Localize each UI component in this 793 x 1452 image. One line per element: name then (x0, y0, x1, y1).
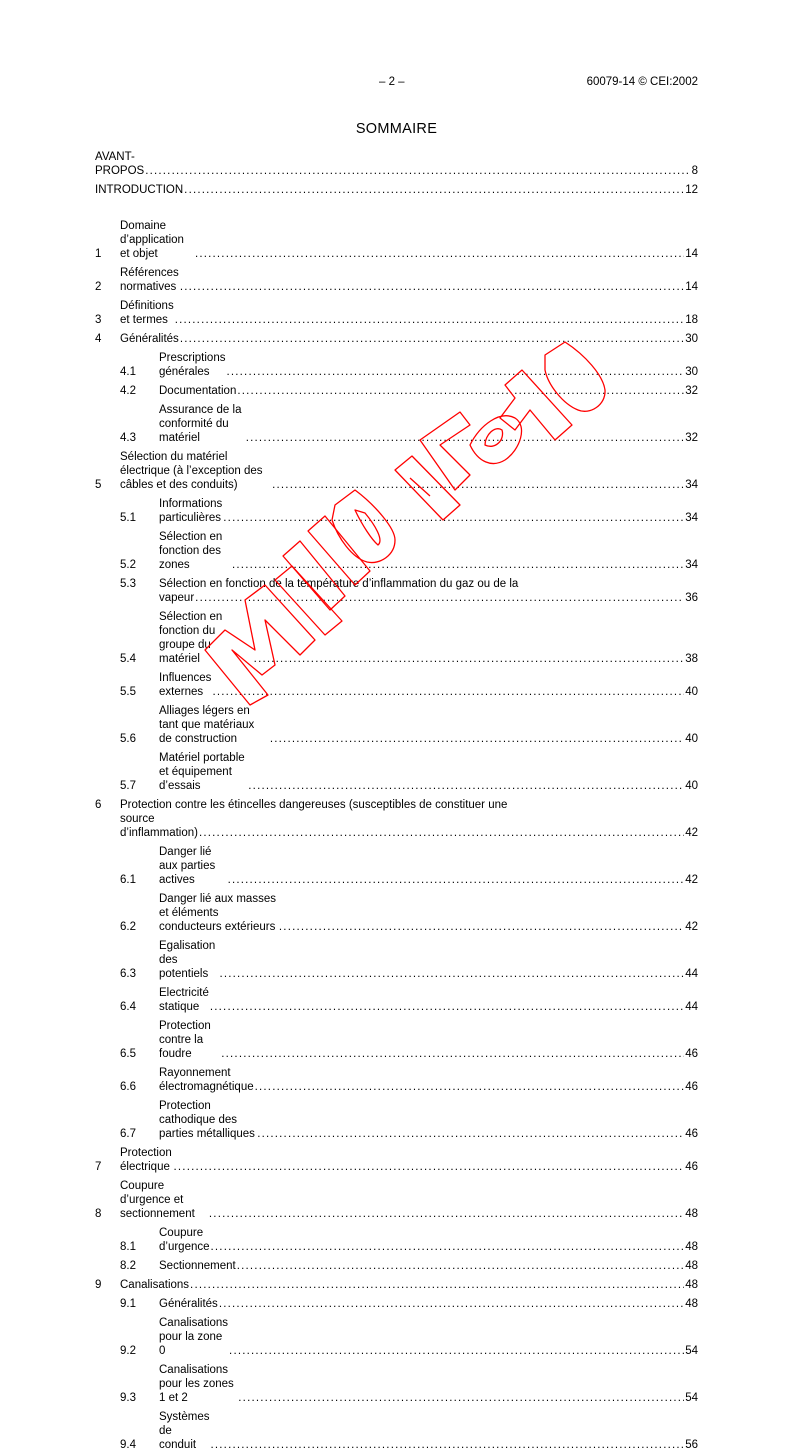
leader-dots (212, 685, 684, 699)
toc-subentry[interactable] (95, 497, 698, 525)
toc-entry-label: Généralités (159, 1298, 218, 1310)
toc-entry-number: 2 (95, 281, 102, 293)
toc-entry-label: Coupure d’urgence et sectionnement (120, 1180, 195, 1220)
toc-entry-page: 40 (685, 733, 698, 745)
toc-entry-label: Définitions et termes (120, 300, 174, 326)
toc-entry-page: 30 (685, 366, 698, 378)
toc-entry-label: Danger lié aux parties actives (159, 846, 216, 886)
toc-entry-label: Influences externes (159, 672, 212, 698)
toc-entry-label: Canalisations (120, 1279, 190, 1291)
toc-entry-label: INTRODUCTION (95, 184, 184, 196)
page-header (95, 76, 698, 92)
page-number: – 2 – (379, 76, 405, 88)
toc-entry-label: Assurance de la conformité du matériel (159, 404, 242, 444)
toc-entry-label: AVANT-PROPOS (95, 151, 145, 177)
toc-entry-page: 54 (685, 1345, 698, 1357)
toc-subentry[interactable] (95, 845, 698, 887)
toc-entry-label: Rayonnement électromagnétique (159, 1067, 254, 1093)
leader-dots (254, 652, 685, 666)
toc-entry-page: 46 (685, 1081, 698, 1093)
toc-entry-number: 5.4 (120, 653, 136, 665)
toc-subentry[interactable] (95, 751, 698, 793)
leader-dots (145, 164, 690, 178)
toc-entry-label: Matériel portable et équipement d’essais (159, 752, 245, 792)
toc-entry-number: 6.5 (120, 1048, 136, 1060)
toc-entry-page: 42 (685, 827, 698, 839)
toc-entry-label: Protection contre les étincelles dangereuses (susceptibles de constituer une (120, 799, 508, 811)
leader-dots (190, 1278, 684, 1292)
toc-subentry[interactable] (95, 1316, 698, 1358)
toc-entry-page: 34 (685, 479, 698, 491)
toc-entry-label: Prescriptions générales (159, 352, 226, 378)
toc-entry-page: 46 (685, 1161, 698, 1173)
toc-entry-number: 6.7 (120, 1128, 136, 1140)
toc-subentry[interactable] (95, 704, 698, 746)
toc-entry-label: Coupure d’urgence (159, 1227, 210, 1253)
toc-entry-number: 8.1 (120, 1241, 136, 1253)
leader-dots (219, 967, 684, 981)
toc-entry-number: 8.2 (120, 1260, 136, 1272)
leader-dots (211, 1438, 685, 1452)
toc-entry-number: 4.1 (120, 366, 136, 378)
leader-dots (184, 183, 684, 197)
toc-subentry[interactable] (95, 939, 698, 981)
toc-entry-number: 9.2 (120, 1345, 136, 1357)
toc-entry-page: 48 (685, 1298, 698, 1310)
toc-subentry[interactable] (95, 1297, 698, 1311)
toc-subentry[interactable] (95, 384, 698, 398)
toc-entry-number: 4.3 (120, 432, 136, 444)
leader-dots (272, 478, 684, 492)
toc-entry[interactable] (95, 332, 698, 346)
leader-dots (180, 280, 684, 294)
toc-entry-page: 44 (685, 1001, 698, 1013)
toc-entry-number: 5.1 (120, 512, 136, 524)
toc-entry-number: 6.2 (120, 921, 136, 933)
leader-dots (195, 247, 684, 261)
toc-subentry[interactable] (95, 1410, 698, 1452)
toc-entry-page: 36 (685, 592, 698, 604)
leader-dots (195, 591, 684, 605)
toc-entry-page: 48 (685, 1241, 698, 1253)
toc-subentry[interactable] (95, 1226, 698, 1254)
toc-entry-number: 6.3 (120, 968, 136, 980)
toc-subentry[interactable] (95, 1099, 698, 1141)
toc-subentry[interactable] (95, 351, 698, 379)
leader-dots (237, 1259, 684, 1273)
leader-dots (238, 1391, 684, 1405)
toc-entry-number: 5.6 (120, 733, 136, 745)
toc-entry-label-continued: source d’inflammation) (120, 813, 198, 839)
toc-entry-page: 48 (685, 1260, 698, 1272)
toc-entry-number: 8 (95, 1208, 102, 1220)
toc-entry-label: Sectionnement (159, 1260, 236, 1272)
leader-dots (228, 873, 685, 887)
toc-entry-page: 48 (685, 1208, 698, 1220)
toc-entry-page: 56 (685, 1439, 698, 1451)
toc-entry-page: 40 (685, 780, 698, 792)
document-reference: 60079-14 © CEI:2002 (586, 76, 698, 88)
toc-entry-foreword[interactable] (95, 150, 698, 178)
toc-entry-number: 9.1 (120, 1298, 136, 1310)
leader-dots (199, 826, 684, 840)
toc-entry-label: Sélection en fonction des zones (159, 531, 223, 571)
toc-subentry[interactable] (95, 986, 698, 1014)
toc-entry-number: 4 (95, 333, 102, 345)
leader-dots (232, 558, 684, 572)
leader-dots (210, 1000, 684, 1014)
toc-entry-number: 1 (95, 248, 102, 260)
toc-subentry[interactable] (95, 892, 698, 934)
toc-entry-label: Domaine d’application et objet (120, 220, 184, 260)
toc-entry-label: Systèmes de conduit (159, 1411, 210, 1451)
toc-subentry[interactable] (95, 577, 698, 605)
leader-dots (223, 511, 684, 525)
toc-entry[interactable] (95, 450, 698, 492)
toc-entry-page: 32 (685, 385, 698, 397)
toc-entry-number: 4.2 (120, 385, 136, 397)
toc-entry-label: Informations particulières (159, 498, 223, 524)
toc-entry[interactable] (95, 266, 698, 294)
toc-entry-label: Egalisation des potentiels (159, 940, 216, 980)
toc-entry-label-continued: vapeur (159, 592, 195, 604)
toc-subentry[interactable] (95, 1363, 698, 1405)
leader-dots (221, 1047, 684, 1061)
toc-entry-number: 9 (95, 1279, 102, 1291)
toc-subentry[interactable] (95, 1019, 698, 1061)
toc-entry-page: 42 (685, 874, 698, 886)
toc-entry-page: 12 (685, 184, 698, 196)
toc-entry-label: Canalisations pour la zone 0 (159, 1317, 229, 1357)
toc-entry-introduction[interactable] (95, 183, 698, 197)
toc-entry-page: 8 (691, 165, 698, 177)
toc-entry-label: Canalisations pour les zones 1 et 2 (159, 1364, 234, 1404)
toc-entry-number: 5.5 (120, 686, 136, 698)
toc-subentry[interactable] (95, 671, 698, 699)
toc-entry-page: 40 (685, 686, 698, 698)
toc-title: SOMMAIRE (355, 121, 438, 137)
toc-entry-page: 34 (685, 512, 698, 524)
toc-entry-number: 5 (95, 479, 102, 491)
toc-entry-page: 44 (685, 968, 698, 980)
toc-entry[interactable] (95, 1146, 698, 1174)
toc-entry-number: 6.4 (120, 1001, 136, 1013)
leader-dots (180, 332, 684, 346)
leader-dots (226, 365, 684, 379)
leader-dots (219, 1297, 684, 1311)
toc-entry-page: 14 (685, 248, 698, 260)
toc-entry[interactable] (95, 1278, 698, 1292)
leader-dots (237, 384, 684, 398)
leader-dots (174, 1160, 685, 1174)
toc-entry-label: Protection cathodique des parties métalliques (159, 1100, 255, 1140)
toc-entry-label: Sélection du matériel électrique (à l’exception des câbles et des conduits) (120, 451, 263, 491)
toc-entry-number: 6.6 (120, 1081, 136, 1093)
toc-entry-page: 30 (685, 333, 698, 345)
toc-entry-label: Alliages légers en tant que matériaux de construction (159, 705, 255, 745)
toc-entry-page: 32 (685, 432, 698, 444)
toc-entry-page: 46 (685, 1128, 698, 1140)
leader-dots (270, 732, 684, 746)
toc-entry-page: 34 (685, 559, 698, 571)
leader-dots (175, 313, 685, 327)
toc-entry-number: 3 (95, 314, 102, 326)
toc-entry-number: 5.7 (120, 780, 136, 792)
toc-entry-number: 6.1 (120, 874, 136, 886)
leader-dots (229, 1344, 684, 1358)
toc-entry[interactable] (95, 299, 698, 327)
toc-entry-number: 5.2 (120, 559, 136, 571)
toc-entry-label: Protection contre la foudre (159, 1020, 211, 1060)
toc-subentry[interactable] (95, 1259, 698, 1273)
toc-subentry[interactable] (95, 530, 698, 572)
toc-entry[interactable] (95, 1179, 698, 1221)
toc-entry-page: 46 (685, 1048, 698, 1060)
leader-dots (211, 1240, 685, 1254)
toc-entry-page: 38 (685, 653, 698, 665)
toc-entry-label: Références normatives (120, 267, 179, 293)
toc-entry-page: 54 (685, 1392, 698, 1404)
toc-entry-label: Danger lié aux masses et éléments conducteurs extérieurs (159, 893, 276, 933)
leader-dots (209, 1207, 684, 1221)
toc-subentry[interactable] (95, 610, 698, 666)
leader-dots (248, 779, 684, 793)
toc-entry-number: 6 (95, 799, 102, 811)
table-of-contents (95, 150, 698, 1452)
toc-subentry[interactable] (95, 1066, 698, 1094)
toc-entry-label: Généralités (120, 333, 179, 345)
toc-entry-label: Protection électrique (120, 1147, 172, 1173)
toc-entry-label: Documentation (159, 385, 237, 397)
toc-subentry[interactable] (95, 403, 698, 445)
toc-entry-number: 9.3 (120, 1392, 136, 1404)
toc-entry-page: 18 (685, 314, 698, 326)
toc-entry[interactable] (95, 798, 698, 840)
toc-entry-number: 9.4 (120, 1439, 136, 1451)
toc-entry-number: 5.3 (120, 578, 136, 590)
leader-dots (246, 431, 684, 445)
toc-entry-number: 7 (95, 1161, 102, 1173)
leader-dots (279, 920, 684, 934)
toc-entry-label: Sélection en fonction de la température d’inflammation du gaz ou de la (159, 578, 519, 590)
toc-entry-page: 14 (685, 281, 698, 293)
leader-dots (255, 1080, 685, 1094)
toc-entry-label: Sélection en fonction du groupe du matériel (159, 611, 223, 665)
toc-entry-page: 48 (685, 1279, 698, 1291)
toc-entry[interactable] (95, 219, 698, 261)
toc-entry-page: 42 (685, 921, 698, 933)
toc-entry-label: Electricité statique (159, 987, 209, 1013)
leader-dots (257, 1127, 684, 1141)
